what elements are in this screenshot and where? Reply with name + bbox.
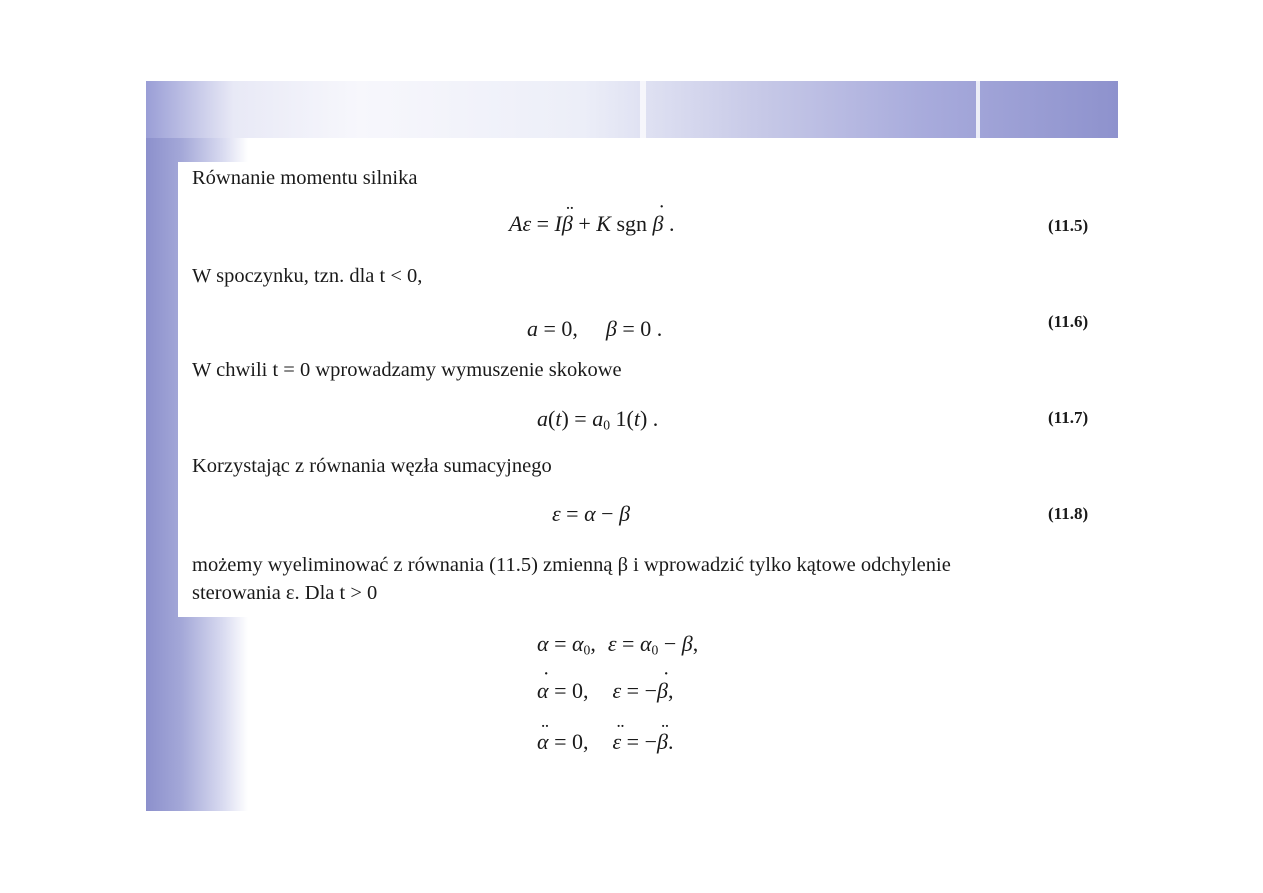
eq-expression: = 0, bbox=[548, 678, 589, 703]
eq-symbol-dot: ˙ α bbox=[537, 678, 549, 703]
decorative-band-divider bbox=[640, 81, 646, 138]
eq-expression: = 0, bbox=[548, 729, 589, 754]
equation-initial-conditions bbox=[537, 631, 698, 663]
eq-symbol: ε bbox=[552, 501, 561, 526]
eq-operator: = bbox=[531, 211, 555, 236]
eq-symbol: K bbox=[596, 211, 611, 236]
eq-symbol-dot: ˙ β bbox=[657, 678, 668, 703]
eq-operator: − bbox=[658, 631, 682, 656]
eq-punct: , bbox=[692, 631, 699, 656]
eq-subscript: 0 bbox=[603, 417, 610, 433]
eq-symbol-double-dot: ¨ α bbox=[537, 729, 549, 754]
equation-11-6 bbox=[527, 316, 662, 342]
paragraph-eliminate-line2: sterowania ε. Dla t > 0 bbox=[192, 582, 378, 604]
paragraph-eliminate-line1: możemy wyeliminować z równania (11.5) zmienną β i wprowadzić tylko kątowe odchylenie bbox=[192, 554, 951, 576]
eq-operator: − bbox=[595, 501, 620, 526]
eq-symbol-double-dot: ¨ β bbox=[657, 729, 668, 754]
eq-function: sgn bbox=[610, 211, 653, 236]
paragraph-step-input: W chwili t = 0 wprowadzamy wymuszenie skokowe bbox=[192, 359, 622, 381]
eq-symbol: a bbox=[537, 406, 548, 431]
eq-symbol: a bbox=[592, 406, 604, 431]
eq-symbol: ε bbox=[607, 631, 617, 656]
eq-subscript: 0 bbox=[651, 642, 659, 658]
equation-number: (11.6) bbox=[1048, 312, 1089, 331]
eq-subscript: 0 bbox=[583, 642, 591, 658]
eq-operator: = bbox=[548, 631, 572, 656]
eq-expression: = 0 . bbox=[616, 316, 663, 341]
eq-symbol: ε bbox=[612, 678, 622, 703]
eq-function: 1( bbox=[610, 406, 634, 431]
eq-symbol: α bbox=[571, 631, 584, 656]
eq-operator: = bbox=[616, 631, 640, 656]
eq-symbol: a bbox=[527, 316, 538, 341]
eq-symbol: β bbox=[605, 316, 617, 341]
eq-symbol: t bbox=[555, 406, 562, 431]
eq-operator: = − bbox=[621, 678, 657, 703]
eq-symbol-dot: ˙ β bbox=[653, 211, 664, 236]
eq-punct: ( bbox=[548, 406, 556, 431]
paragraph-rest-state: W spoczynku, tzn. dla t < 0, bbox=[192, 265, 423, 287]
equation-11-8 bbox=[552, 501, 630, 527]
equation-second-derivatives bbox=[537, 729, 673, 755]
eq-symbol-double-dot: ¨ ε bbox=[612, 729, 621, 754]
eq-symbol-double-dot: ¨ β bbox=[562, 211, 573, 236]
eq-symbol: A bbox=[509, 211, 523, 236]
eq-symbol: β bbox=[681, 631, 693, 656]
eq-punct: . bbox=[667, 729, 674, 754]
decorative-top-band bbox=[146, 81, 1118, 138]
eq-symbol: t bbox=[633, 406, 640, 431]
eq-symbol: α bbox=[639, 631, 652, 656]
equation-number: (11.8) bbox=[1048, 504, 1089, 523]
equation-number: (11.7) bbox=[1048, 408, 1089, 427]
eq-symbol: α bbox=[537, 631, 549, 656]
eq-symbol: ε bbox=[522, 211, 532, 236]
eq-punct: ) = bbox=[561, 406, 593, 431]
eq-symbol: α bbox=[584, 501, 596, 526]
eq-operator: = − bbox=[621, 729, 657, 754]
decorative-band-divider bbox=[976, 81, 980, 138]
paragraph-motor-torque: Równanie momentu silnika bbox=[192, 167, 418, 189]
eq-expression: = 0, bbox=[538, 316, 578, 341]
eq-punct: , bbox=[667, 678, 674, 703]
eq-punct: ) . bbox=[639, 406, 659, 431]
eq-punct: , bbox=[590, 631, 596, 656]
eq-symbol: I bbox=[554, 211, 562, 236]
equation-11-5 bbox=[509, 211, 674, 237]
equation-11-7 bbox=[537, 406, 658, 438]
eq-operator: = bbox=[560, 501, 585, 526]
equation-first-derivatives bbox=[537, 678, 673, 704]
eq-operator: + bbox=[572, 211, 597, 236]
eq-symbol: β bbox=[619, 501, 631, 526]
paragraph-summing-node: Korzystając z równania węzła sumacyjnego bbox=[192, 455, 552, 477]
eq-punct: . bbox=[663, 211, 675, 236]
equation-number: (11.5) bbox=[1048, 216, 1089, 235]
